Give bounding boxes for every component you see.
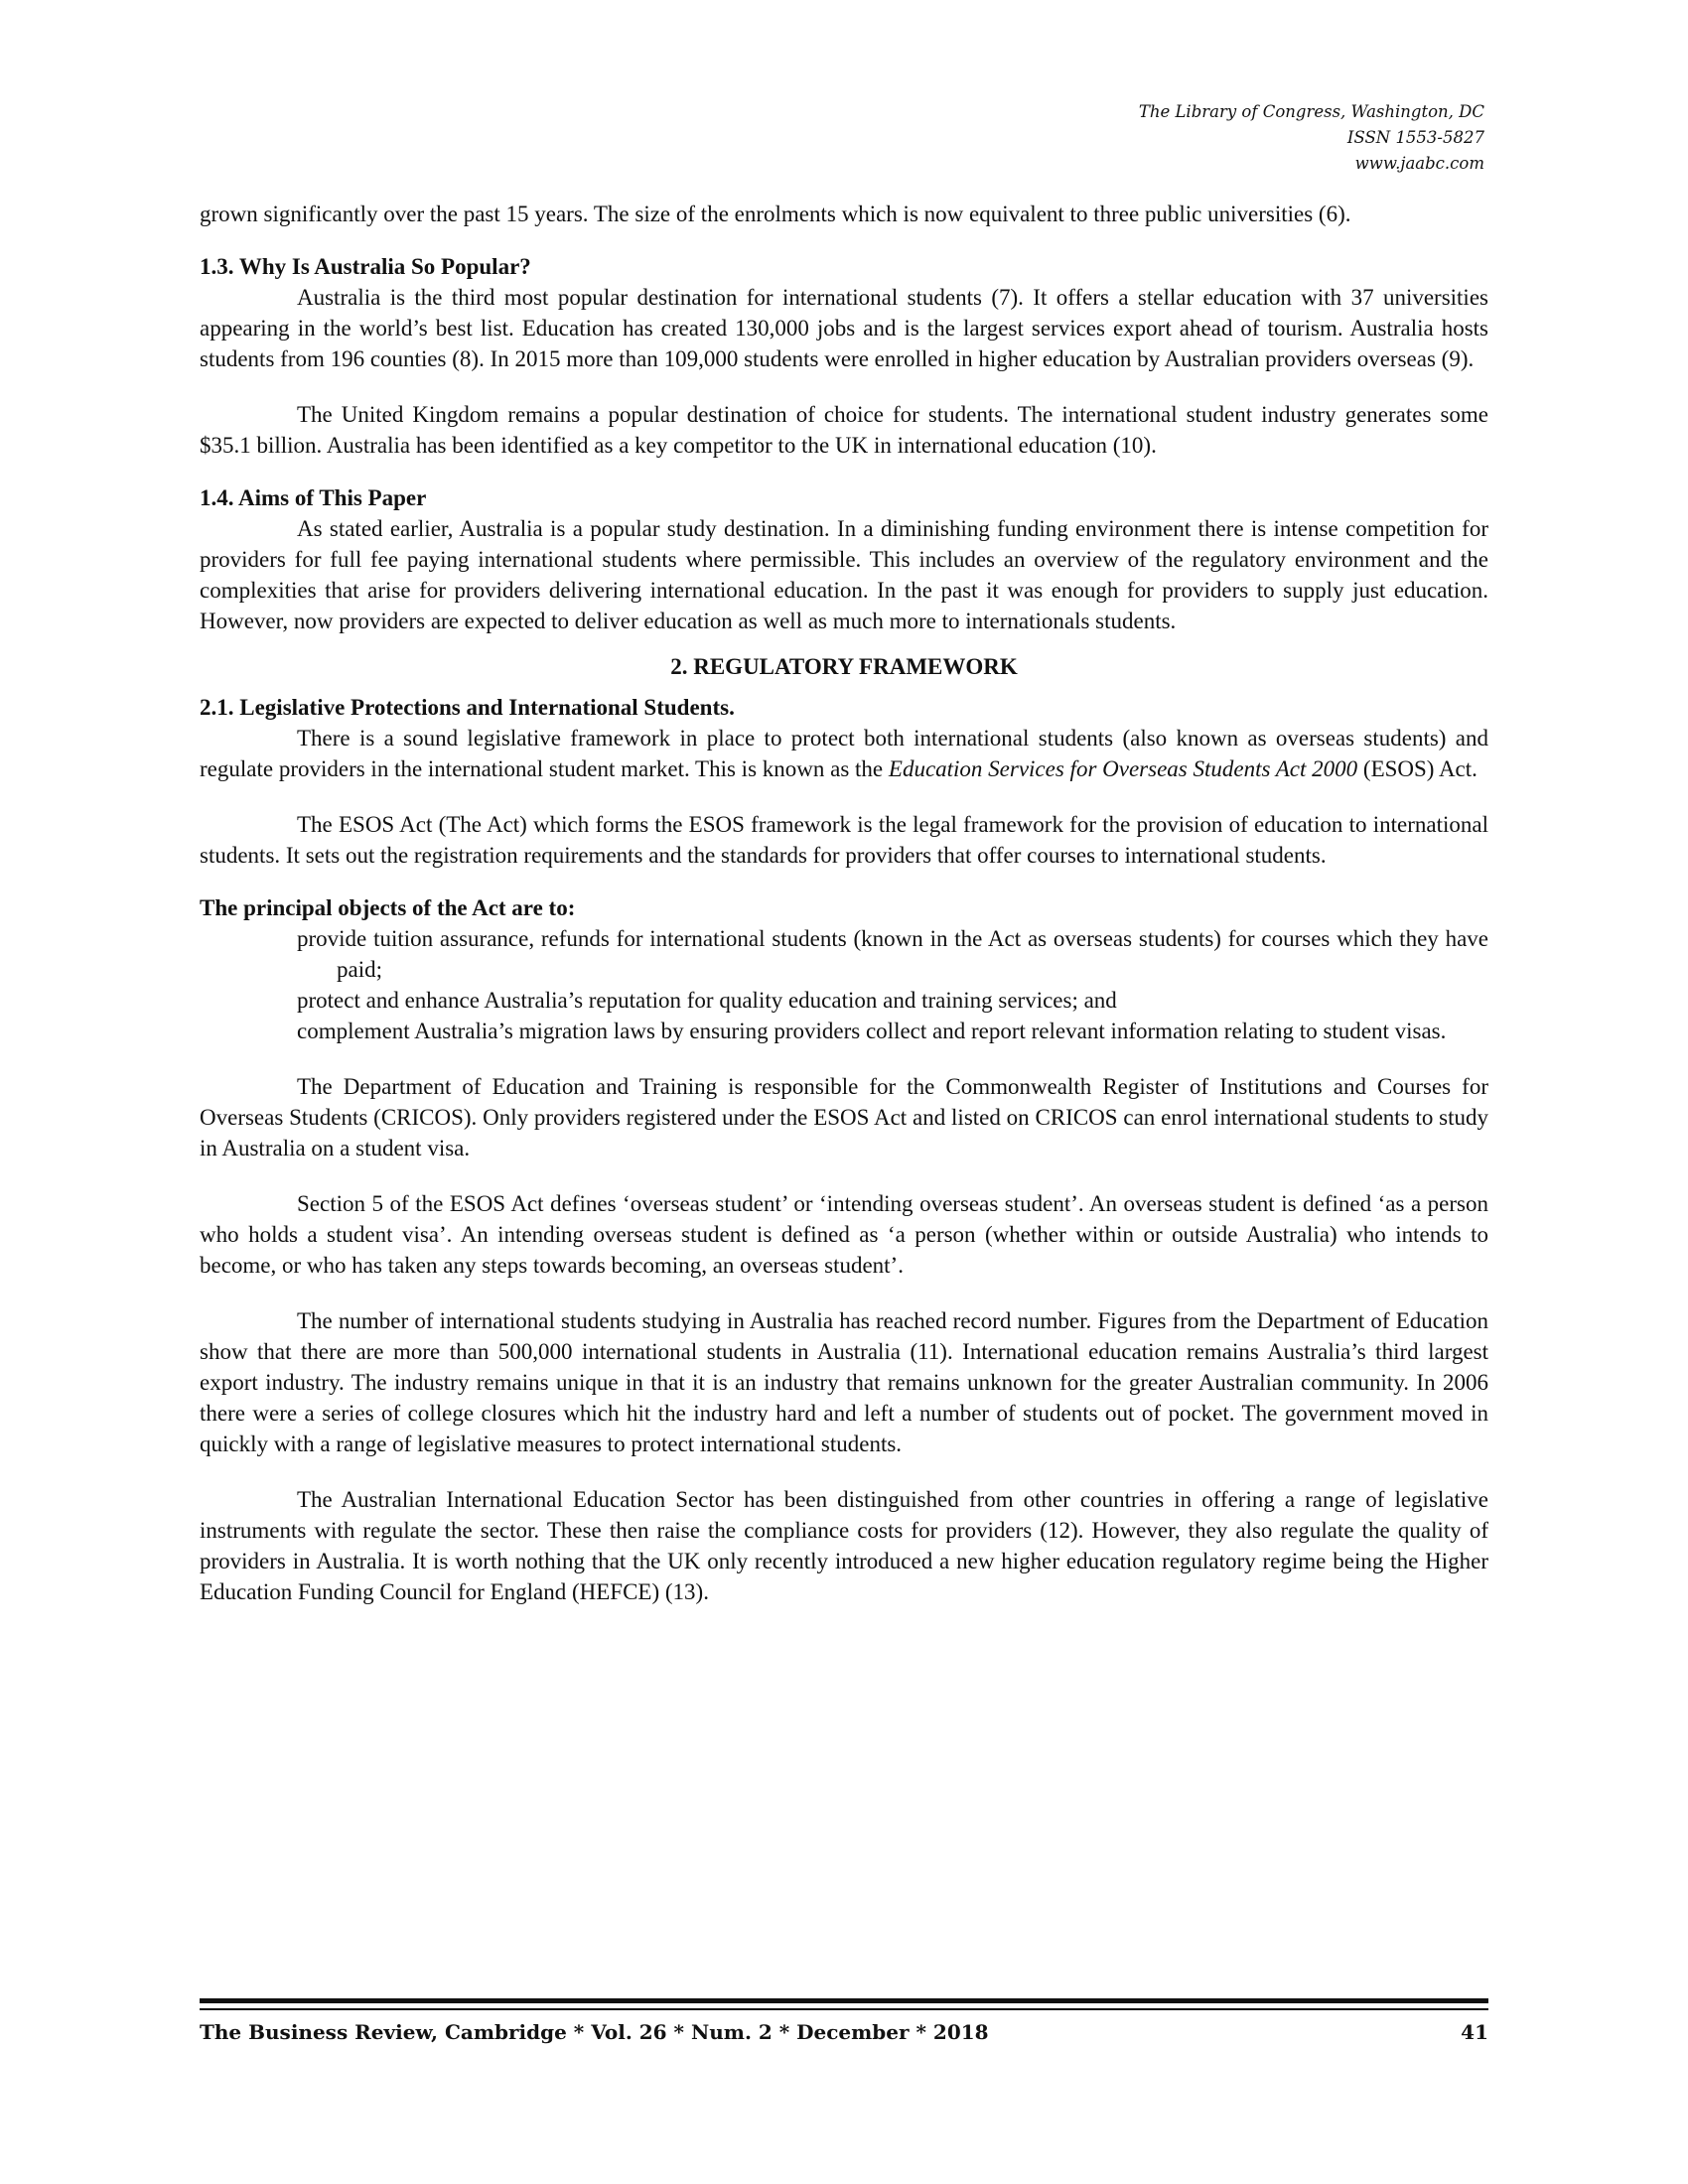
student-numbers-paragraph: The number of international students studying in Australia has reached record number. Figures from the Department of Education show that there are more than 500,000 international students in Australia (11). International education remains Australia’s third largest export industry. The industry remains unique in that it is an industry that remains unknown for the greater Australian community. In 2006 there were a series of college closures which hit the industry hard and left a number of students out of pocket. The government moved in quickly with a range of legislative measures to protect international students. xyxy=(200,1308,1488,1456)
esos-text-b: (ESOS) Act. xyxy=(1357,756,1477,781)
objects-heading: The principal objects of the Act are to: xyxy=(200,895,576,920)
esos-text-a: There is a sound legislative framework in place to protect both international students (also known as overseas students) and regulate providers in the international student market. This is known as the xyxy=(200,726,1488,781)
footer-rule-thick xyxy=(200,1998,1488,2003)
header-issn: ISSN 1553-5827 xyxy=(1346,128,1484,147)
section-5-paragraph: Section 5 of the ESOS Act defines ‘overseas student’ or ‘intending overseas student’. An overseas student is defined ‘as a person who holds a student visa’. An intending overseas student is defined as ‘a person (whether within or outside Australia) who intends to become, or who has taken any steps towards becoming, an overseas student’. xyxy=(200,1191,1488,1278)
objects-list-item: provide tuition assurance, refunds for international students (known in the Act as overseas students) for courses which they have paid; xyxy=(297,926,1488,982)
objects-list xyxy=(200,923,1488,1046)
section-1-3-heading: 1.3. Why Is Australia So Popular? xyxy=(200,254,531,279)
section-2-1-paragraph-1 xyxy=(200,723,1488,784)
education-sector-paragraph: The Australian International Education Sector has been distinguished from other countries in offering a range of legislative instruments with regulate the sector. These then raise the compliance costs for providers (12). However, they also regulate the quality of providers in Australia. It is worth nothing that the UK only recently introduced a new higher education regulatory regime being the Higher Education Funding Council for England (HEFCE) (13). xyxy=(200,1487,1488,1604)
cricos-paragraph: The Department of Education and Training is responsible for the Commonwealth Register of Institutions and Courses for Overseas Students (CRICOS). Only providers registered under the ESOS Act and listed on CRICOS can enrol international students to study in Australia on a student visa. xyxy=(200,1074,1488,1160)
footer-rule-thin xyxy=(200,2008,1488,2010)
section-1-3-paragraph-2: The United Kingdom remains a popular destination of choice for students. The international student industry generates some $35.1 billion. Australia has been identified as a key competitor to the UK in international education (10). xyxy=(200,402,1488,458)
article-body xyxy=(200,199,1488,1607)
running-header xyxy=(1139,99,1484,177)
esos-act-title: Education Services for Overseas Students Act 2000 xyxy=(888,756,1358,781)
section-2-heading: 2. REGULATORY FRAMEWORK xyxy=(670,654,1018,679)
objects-list-item: complement Australia’s migration laws by ensuring providers collect and report relevant information relating to student visas. xyxy=(297,1019,1447,1043)
objects-list-item: protect and enhance Australia’s reputation for quality education and training services; and xyxy=(297,988,1117,1013)
section-1-3-paragraph-1: Australia is the third most popular destination for international students (7). It offers a stellar education with 37 universities appearing in the world’s best list. Education has created 130,000 jobs and is the largest services export ahead of tourism. Australia hosts students from 196 counties (8). In 2015 more than 109,000 students were enrolled in higher education by Australian providers overseas (9). xyxy=(200,285,1488,371)
header-website: www.jaabc.com xyxy=(1354,154,1484,173)
section-1-4-heading: 1.4. Aims of This Paper xyxy=(200,485,427,510)
header-library: The Library of Congress, Washington, DC xyxy=(1138,102,1484,121)
section-2-1-heading: 2.1. Legislative Protections and International Students. xyxy=(200,695,735,720)
section-2-1-paragraph-2: The ESOS Act (The Act) which forms the ESOS framework is the legal framework for the provision of education to international students. It sets out the registration requirements and the standards for providers that offer courses to international students. xyxy=(200,812,1488,868)
intro-paragraph: grown significantly over the past 15 years. The size of the enrolments which is now equivalent to three public universities (6). xyxy=(200,202,1351,226)
page-number: 41 xyxy=(1461,2020,1488,2044)
footer-journal-info: The Business Review, Cambridge * Vol. 26 * Num. 2 * December * 2018 xyxy=(200,2020,989,2044)
section-1-4-paragraph-1: As stated earlier, Australia is a popular study destination. In a diminishing funding environment there is intense competition for providers for full fee paying international students where permissible. This includes an overview of the regulatory environment and the complexities that arise for providers delivering international education. In the past it was enough for providers to supply just education. However, now providers are expected to deliver education as well as much more to internationals students. xyxy=(200,516,1488,633)
